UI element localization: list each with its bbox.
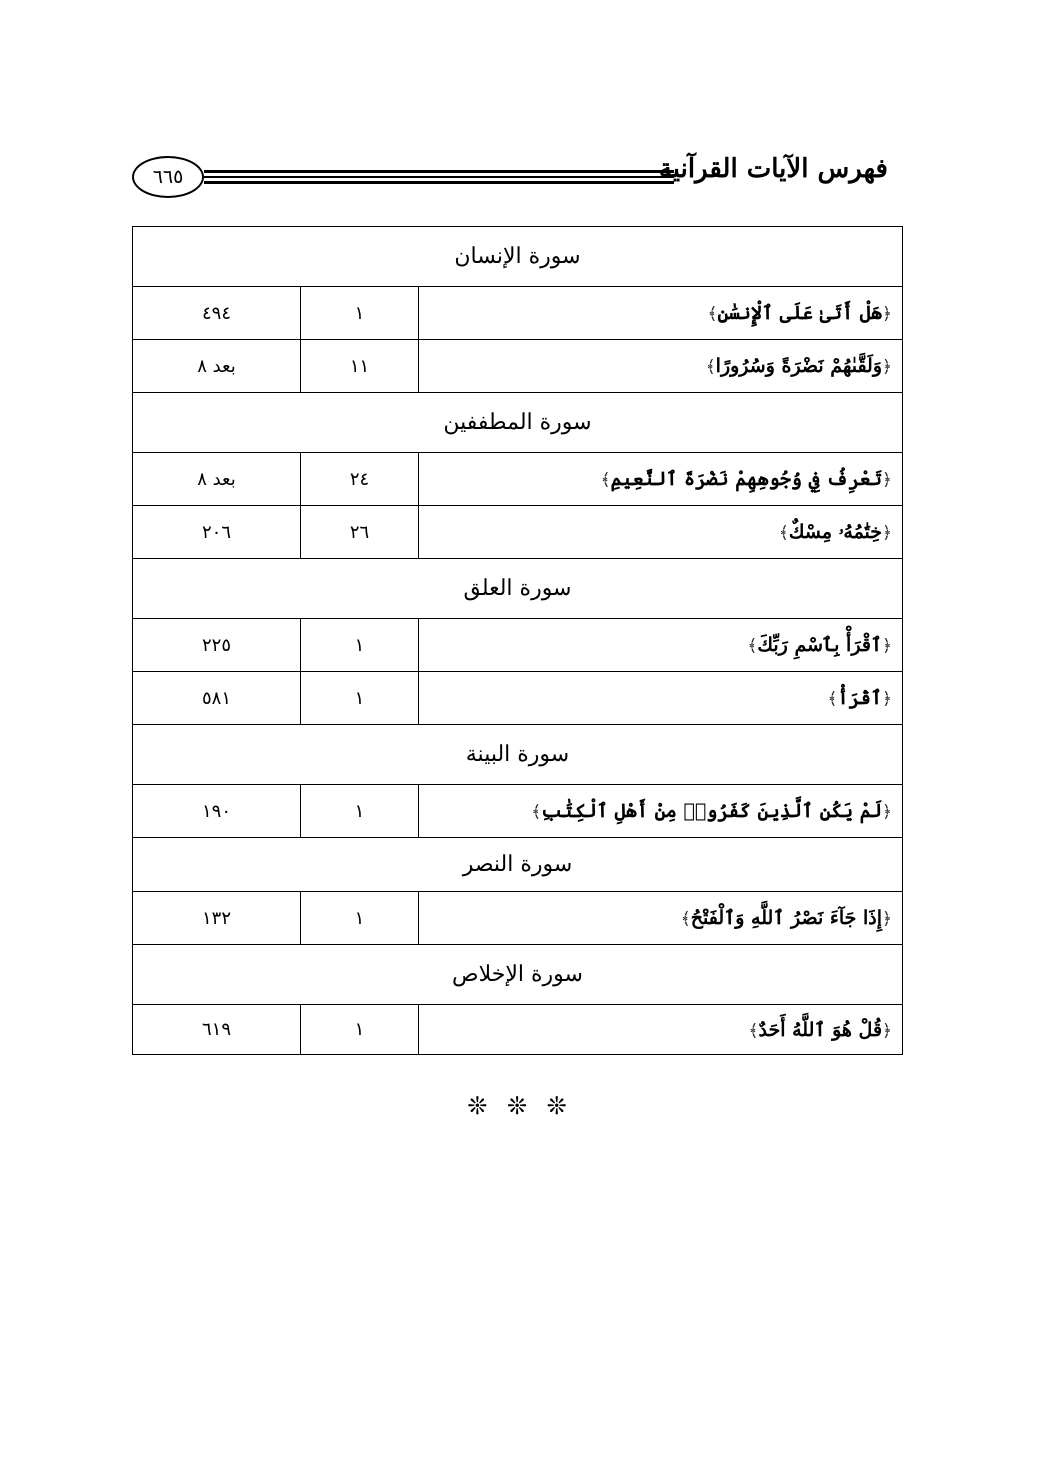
ayah-number: ١ bbox=[301, 1005, 419, 1055]
header-title: فهرس الآيات القرآنية bbox=[658, 154, 888, 184]
verse-row bbox=[133, 287, 903, 340]
verse-text-cell bbox=[419, 506, 903, 559]
page-reference: ٦١٩ bbox=[133, 1005, 301, 1055]
verse-row bbox=[133, 892, 903, 945]
close-bracket: ﴾ bbox=[705, 357, 716, 377]
surah-name: سورة العلق bbox=[133, 559, 903, 619]
surah-name: سورة البينة bbox=[133, 725, 903, 785]
verse-row bbox=[133, 453, 903, 506]
page-reference: ١٣٢ bbox=[133, 892, 301, 945]
verse-text: تَعْرِفُ فِي وُجُوهِهِمْ نَضْرَةَ ٱلنَّعِيمِ bbox=[610, 468, 883, 490]
verse-text: إِذَا جَآءَ نَصْرُ ٱللَّهِ وَٱلْفَتْحُ bbox=[690, 907, 883, 929]
end-ornament: ❊ ❊ ❊ bbox=[467, 1092, 573, 1120]
verse-text-cell bbox=[419, 892, 903, 945]
verse-text-cell bbox=[419, 287, 903, 340]
close-bracket: ﴾ bbox=[531, 802, 542, 822]
verse-row bbox=[133, 619, 903, 672]
verse-text-cell bbox=[419, 785, 903, 838]
page-header bbox=[130, 150, 902, 210]
open-bracket: ﴿ bbox=[882, 1020, 892, 1041]
close-bracket: ﴾ bbox=[748, 1020, 759, 1041]
ayah-number: ٢٤ bbox=[301, 453, 419, 506]
surah-name: سورة الإخلاص bbox=[133, 945, 903, 1005]
surah-name: سورة المطففين bbox=[133, 393, 903, 453]
open-bracket: ﴿ bbox=[882, 689, 892, 709]
verse-text: وَلَقَّىٰهُمْ نَضْرَةً وَسُرُورًا bbox=[715, 355, 883, 377]
surah-heading-row bbox=[133, 393, 903, 453]
verse-text: هَلْ أَتَىٰ عَلَى ٱلْإِنسَٰنِ bbox=[717, 302, 883, 324]
close-bracket: ﴾ bbox=[707, 304, 718, 324]
page-reference: ٥٨١ bbox=[133, 672, 301, 725]
open-bracket: ﴿ bbox=[882, 802, 892, 822]
ayah-number: ١ bbox=[301, 619, 419, 672]
open-bracket: ﴿ bbox=[882, 909, 892, 929]
page-reference: ٤٩٤ bbox=[133, 287, 301, 340]
verse-index-table bbox=[132, 226, 903, 1055]
verse-text-cell bbox=[419, 453, 903, 506]
close-bracket: ﴾ bbox=[827, 689, 838, 709]
surah-heading-row bbox=[133, 945, 903, 1005]
close-bracket: ﴾ bbox=[778, 523, 789, 543]
verse-text: لَمْ يَكُنِ ٱلَّذِينَ كَفَرُوا۟ مِنْ أَهْلِ ٱلْكِتَٰبِ bbox=[541, 800, 883, 822]
verse-row bbox=[133, 672, 903, 725]
header-rule bbox=[204, 176, 674, 178]
close-bracket: ﴾ bbox=[680, 909, 691, 929]
ayah-number: ٢٦ bbox=[301, 506, 419, 559]
page-reference: ٢٢٥ bbox=[133, 619, 301, 672]
page-reference: ٢٠٦ bbox=[133, 506, 301, 559]
page-reference: بعد ٨ bbox=[133, 340, 301, 393]
open-bracket: ﴿ bbox=[882, 636, 892, 656]
open-bracket: ﴿ bbox=[882, 304, 892, 324]
ayah-number: ١١ bbox=[301, 340, 419, 393]
verse-row bbox=[133, 506, 903, 559]
open-bracket: ﴿ bbox=[882, 523, 892, 543]
verse-text: قُلْ هُوَ ٱللَّهُ أَحَدٌ bbox=[758, 1018, 883, 1041]
page-number: ٦٦٥ bbox=[132, 156, 204, 198]
open-bracket: ﴿ bbox=[882, 357, 892, 377]
ayah-number: ١ bbox=[301, 287, 419, 340]
close-bracket: ﴾ bbox=[747, 636, 758, 656]
verse-text: ٱقْرَأْ بِٱسْمِ رَبِّكَ bbox=[757, 634, 883, 656]
page-reference: بعد ٨ bbox=[133, 453, 301, 506]
verse-text-cell bbox=[419, 1005, 903, 1055]
surah-heading-row bbox=[133, 559, 903, 619]
surah-heading-row bbox=[133, 227, 903, 287]
verse-row bbox=[133, 340, 903, 393]
verse-text: خِتَٰمُهُۥ مِسْكٌ bbox=[788, 521, 883, 543]
surah-heading-row bbox=[133, 838, 903, 892]
verse-text-cell bbox=[419, 672, 903, 725]
verse-text: ٱقْرَأْ bbox=[837, 687, 883, 709]
header-rule bbox=[204, 170, 674, 173]
surah-name: سورة الإنسان bbox=[133, 227, 903, 287]
verse-row bbox=[133, 785, 903, 838]
close-bracket: ﴾ bbox=[600, 470, 611, 490]
ayah-number: ١ bbox=[301, 892, 419, 945]
header-rule bbox=[204, 181, 674, 184]
page-reference: ١٩٠ bbox=[133, 785, 301, 838]
verse-text-cell bbox=[419, 619, 903, 672]
surah-heading-row bbox=[133, 725, 903, 785]
verse-row bbox=[133, 1005, 903, 1055]
open-bracket: ﴿ bbox=[882, 470, 892, 490]
ayah-number: ١ bbox=[301, 672, 419, 725]
verse-text-cell bbox=[419, 340, 903, 393]
ayah-number: ١ bbox=[301, 785, 419, 838]
surah-name: سورة النصر bbox=[133, 838, 903, 892]
